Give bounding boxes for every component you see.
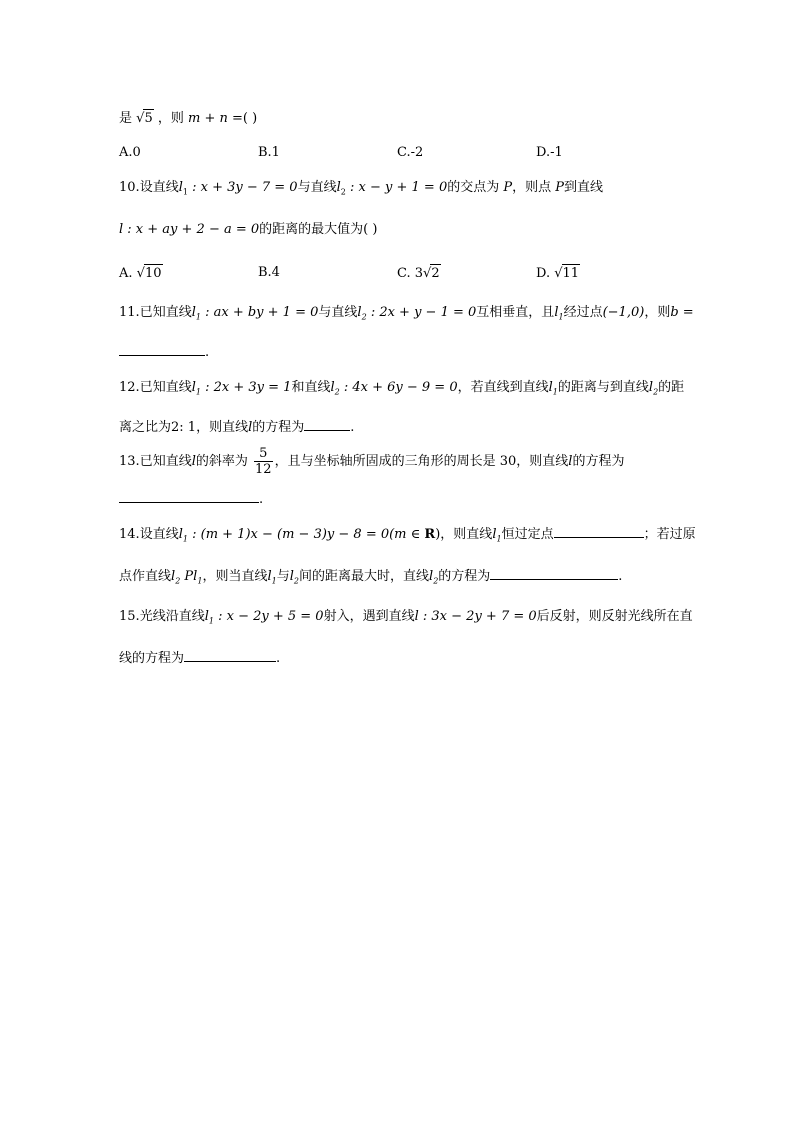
q15-l1: $l_1$ — [204, 609, 214, 626]
q10-line-eq: l : x + ay + 2 − a = 0 — [119, 222, 260, 237]
q14-text-g: 与 — [276, 569, 290, 584]
q9-option-c: C.-2 — [397, 145, 424, 160]
q13-end: . — [259, 492, 264, 507]
q9-text-c: =( ) — [232, 111, 258, 126]
q10-point-p2: P — [555, 180, 565, 195]
q12-text-g: ，则直线 — [196, 420, 249, 435]
q10-l1-sub: 1 — [182, 187, 188, 197]
q11-stem — [119, 304, 694, 327]
q12-l1-ref: $l_1$ — [548, 380, 558, 397]
q10-point-p: P — [503, 180, 513, 195]
q9-radicand: 5 — [144, 111, 153, 126]
q11-l1-ref: $l_1$ — [554, 305, 564, 322]
q14-stem — [119, 523, 696, 549]
q14-l1-dist: $l_1$ — [267, 569, 277, 586]
q14-text-e: 点作直线 — [119, 569, 172, 584]
q13-answer-line — [119, 488, 263, 509]
q12-text-h: 的方程为 — [252, 420, 305, 435]
q11-end: . — [205, 345, 210, 360]
q9-option-d: D.-1 — [536, 145, 563, 160]
q12-eq2: : 4x + 6y − 9 = 0 — [343, 380, 458, 395]
q11-l2: $l_2$ — [357, 305, 367, 322]
q11-text-b: 与直线 — [318, 305, 358, 320]
q15-stem-line2 — [119, 647, 280, 668]
q12-ratio: 2: 1 — [171, 420, 197, 435]
q12-text-b: 和直线 — [291, 380, 331, 395]
q9-option-a: A.0 — [119, 145, 141, 160]
q10-stem — [119, 179, 603, 202]
q12-stem — [119, 379, 684, 402]
q10-option-a: A. √10 — [119, 266, 162, 281]
q14-number: 14. — [119, 527, 140, 542]
q15-number: 15. — [119, 609, 140, 624]
q14-l1-ref: $l_1$ — [492, 527, 502, 544]
q15-answer-blank[interactable] — [184, 647, 276, 662]
q10-option-d: D. √11 — [536, 266, 580, 281]
q14-end: . — [618, 569, 623, 584]
q14-l1-par: $l_1$ — [193, 569, 203, 586]
q10-option-c-radicand: 2 — [431, 266, 440, 281]
q13-slope-fraction — [254, 446, 273, 477]
q12-text-f: 离之比为 — [119, 420, 172, 435]
q10-eq1: : x + 3y − 7 = 0 — [192, 180, 298, 195]
q11-number: 11. — [119, 305, 140, 320]
q15-text-c: 后反射，则反射光线所在直 — [536, 609, 693, 624]
q10-option-a-label: A. — [119, 266, 133, 281]
q11-text-e: ，则 — [644, 305, 671, 320]
q10-option-b: B.4 — [258, 265, 280, 280]
q11-eq2: : 2x + y − 1 = 0 — [370, 305, 477, 320]
q11-answer-line — [119, 341, 209, 362]
q15-end: . — [276, 651, 281, 666]
q10-option-d-label: D. — [536, 266, 551, 281]
q10-text-d: ，则点 — [512, 180, 552, 195]
q9-sqrt — [143, 109, 153, 128]
q14-text-i: 的方程为 — [438, 569, 491, 584]
q11-l1: $l_1$ — [191, 305, 201, 322]
q12-eq1: : 2x + 3y = 1 — [205, 380, 292, 395]
q15-stem — [119, 608, 693, 631]
q14-l2-dist: $l_2$ — [289, 569, 299, 586]
q14-text-b: ，则直线 — [440, 527, 493, 542]
q10-l2-sub: 2 — [340, 187, 346, 197]
q15-eq2: l : 3x − 2y + 7 = 0 — [414, 609, 537, 624]
q14-l2-ans: $l_2$ — [429, 569, 439, 586]
q11-text-d: 经过点 — [563, 305, 603, 320]
sqrt-symbol: √ — [136, 111, 145, 126]
q10-number: 10. — [119, 180, 140, 195]
q13-text-a: 已知直线 — [139, 454, 192, 469]
q12-var: l — [248, 420, 253, 435]
q10-option-c-label: C. 3 — [397, 266, 424, 281]
q14-text-h: 间的距离最大时，直线 — [299, 569, 430, 584]
q9-stem — [119, 109, 257, 128]
q10-l1: l — [178, 180, 183, 195]
q9-text-b: ，则 — [157, 111, 184, 126]
q14-parallel: P — [184, 569, 194, 584]
q9-expr: m + n — [188, 111, 228, 126]
q14-eq1: : (m + 1)x − (m − 3)y − 8 = 0(m ∈ — [192, 527, 425, 542]
q14-text-a: 设直线 — [139, 527, 179, 542]
q11-text-f: = — [682, 305, 694, 320]
q10-text-b: 与直线 — [297, 180, 337, 195]
q9-option-b: B.1 — [258, 145, 280, 160]
q10-text-e: 到直线 — [564, 180, 604, 195]
q10-eq2: : x − y + 1 = 0 — [350, 180, 448, 195]
q10-text-a: 设直线 — [139, 180, 179, 195]
q15-eq1: : x − 2y + 5 = 0 — [218, 609, 324, 624]
q10-option-c: C. 3√2 — [397, 266, 440, 281]
q13-answer-blank[interactable] — [119, 488, 259, 503]
q10-text-c: 的交点为 — [447, 180, 500, 195]
q11-point: (−1,0) — [602, 305, 645, 320]
q12-l2: $l_2$ — [330, 380, 340, 397]
q13-text-b: 的斜率为 — [195, 454, 248, 469]
q10-text-f: 的距离的最大值为( ) — [259, 222, 378, 237]
q10-l2: l — [336, 180, 341, 195]
q14-l2: $l_2$ — [171, 569, 181, 586]
q13-text-d: 的方程为 — [572, 454, 625, 469]
q15-text-a: 光线沿直线 — [139, 609, 205, 624]
q12-number: 12. — [119, 380, 140, 395]
q13-var: l — [191, 454, 196, 469]
q12-answer-blank[interactable] — [304, 416, 350, 431]
q11-eq1: : ax + by + 1 = 0 — [205, 305, 319, 320]
q10-option-a-radicand: 10 — [144, 266, 162, 281]
q14-l1: $l_1$ — [178, 527, 188, 544]
q11-text-c: 互相垂直，且 — [476, 305, 555, 320]
q14-answer-blank[interactable] — [490, 565, 618, 580]
q14-text-d: ；若过原 — [643, 527, 696, 542]
q15-text-b: 射入，遇到直线 — [323, 609, 415, 624]
q14-text-c: 恒过定点 — [501, 527, 554, 542]
q13-text-c: ，且与坐标轴所固成的三角形的周长是 30，则直线 — [274, 454, 569, 469]
q15-text-d: 线的方程为 — [119, 651, 185, 666]
q13-number: 13. — [119, 454, 140, 469]
q12-text-a: 已知直线 — [139, 380, 192, 395]
q14-set-r: R — [424, 527, 436, 542]
q9-text: 是 — [119, 111, 133, 126]
q12-l1: $l_1$ — [191, 380, 201, 397]
q14-fixed-point-blank[interactable] — [554, 523, 644, 538]
q13-stem — [119, 446, 624, 477]
q12-stem-line2 — [119, 416, 354, 437]
q13-frac-den: 12 — [255, 462, 272, 477]
q14-eq1-end: ) — [435, 527, 441, 542]
q14-stem-line2 — [119, 565, 622, 591]
q11-var: b — [670, 305, 679, 320]
q13-frac-num: 5 — [254, 446, 273, 462]
q12-text-e: 的距 — [658, 380, 685, 395]
q10-stem-line2 — [119, 221, 377, 239]
q11-answer-blank[interactable] — [119, 341, 205, 356]
q12-end: . — [350, 420, 355, 435]
q12-l2-ref: $l_2$ — [648, 380, 659, 397]
q12-text-c: ，若直线到直线 — [457, 380, 549, 395]
q14-text-f: ，则当直线 — [202, 569, 268, 584]
q13-var-ref: l — [568, 454, 573, 469]
q12-text-d: 的距离与到直线 — [557, 380, 649, 395]
q10-option-d-radicand: 11 — [562, 266, 580, 281]
q11-text-a: 已知直线 — [139, 305, 192, 320]
